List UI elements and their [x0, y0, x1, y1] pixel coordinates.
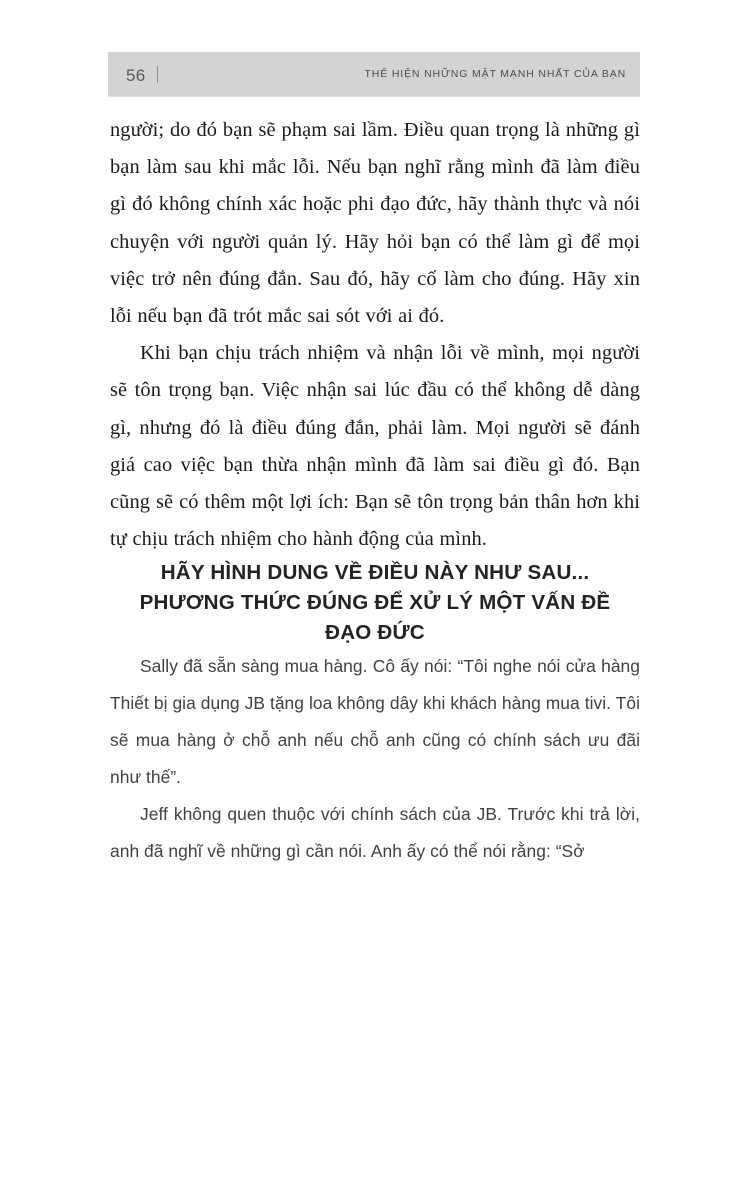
header-left-group — [126, 64, 158, 84]
page-content — [110, 112, 640, 870]
running-header-bar — [108, 52, 640, 97]
section-heading-2 — [110, 588, 640, 648]
section-heading-1: HÃY HÌNH DUNG VỀ ĐIỀU NÀY NHƯ SAU... — [160, 561, 590, 585]
body-paragraph-2: Khi bạn chịu trách nhiệm và nhận lỗi về mình, mọi người sẽ tôn trọng bạn. Việc nhận sai lúc đầu có thể không dễ dàng gì, nhưng đó là điều đúng đắn, phải làm. Mọi người sẽ đánh giá cao việc bạn thừa nhận mình đã làm sai điều gì đó. Bạn cũng sẽ có thêm một lợi ích: Bạn sẽ tôn trọng bản thân hơn khi tự chịu trách nhiệm cho hành động của mình. — [110, 342, 640, 551]
section-heading-2-line-2: ĐẠO ĐỨC — [325, 621, 425, 645]
example-paragraph-2: Jeff không quen thuộc với chính sách của JB. Trước khi trả lời, anh đã nghĩ về những gì cần nói. Anh ấy có thể nói rằng: “Sở — [110, 804, 640, 862]
example-paragraph-1: Sally đã sẵn sàng mua hàng. Cô ấy nói: “Tôi nghe nói cửa hàng Thiết bị gia dụng JB tặng loa không dây khi khách hàng mua tivi. Tôi sẽ mua hàng ở chỗ anh nếu chỗ anh cũng có chính sách ưu đãi như thế”. — [110, 656, 640, 788]
body-paragraph-1: người; do đó bạn sẽ phạm sai lầm. Điều quan trọng là những gì bạn làm sau khi mắc lỗi. Nếu bạn nghĩ rằng mình đã làm điều gì đó không chính xác hoặc phi đạo đức, hãy thành thực và nói chuyện với người quản lý. Hãy hỏi bạn có thể làm gì để mọi việc trở nên đúng đắn. Sau đó, hãy cố làm cho đúng. Hãy xin lỗi nếu bạn đã trót mắc sai sót với ai đó. — [110, 119, 640, 328]
page-number: 56 — [126, 66, 146, 85]
header-divider-rule — [157, 66, 158, 83]
running-head-title: THỂ HIỆN NHỮNG MẶT MẠNH NHẤT CỦA BẠN — [364, 68, 626, 80]
section-heading-2-line-1: PHƯƠNG THỨC ĐÚNG ĐỂ XỬ LÝ MỘT VẤN ĐỀ — [139, 591, 611, 615]
